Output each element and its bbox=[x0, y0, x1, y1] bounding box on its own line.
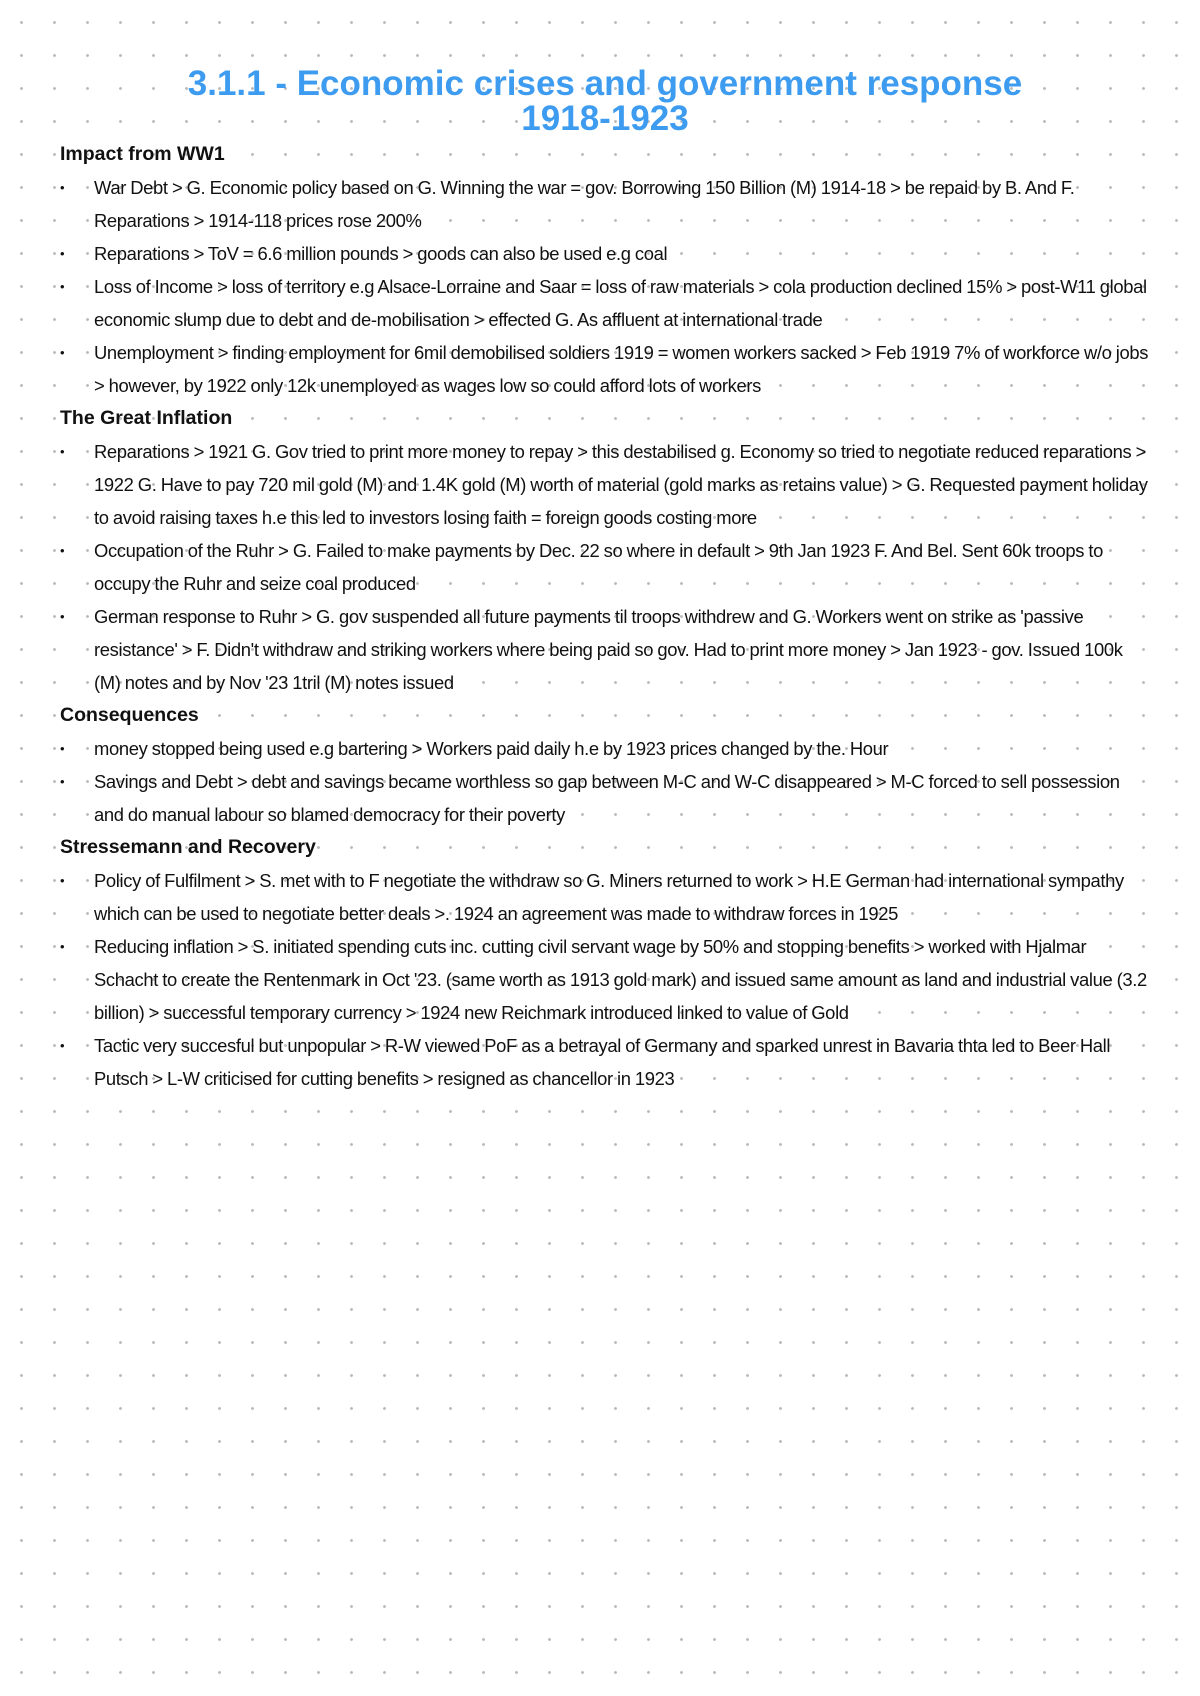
section-heading: Consequences bbox=[60, 704, 199, 726]
section-heading: Impact from WW1 bbox=[60, 143, 225, 165]
page-title bbox=[60, 66, 1150, 136]
section-impact-from-ww1 bbox=[60, 138, 1150, 402]
list-item: • Reparations > 1921 G. Gov tried to print more money to repay > this destabilised g. Economy so tried to negotiate reduced reparations > 1922 G. Have to pay 720 mil gold (M) and 1.4K gold (M) worth of material (gold marks as retains value) > G. Requested payment holiday to avoid raising taxes h.e this led to investors losing faith = foreign goods costing more bbox=[60, 435, 1150, 534]
bullet-list bbox=[60, 435, 1150, 699]
list-item: • Tactic very succesful but unpopular > R-W viewed PoF as a betrayal of Germany and sparked unrest in Bavaria thta led to Beer Hall Putsch > L-W criticised for cutting benefits > resigned as chancellor in 1923 bbox=[60, 1029, 1150, 1095]
list-item: • money stopped being used e.g bartering > Workers paid daily h.e by 1923 prices changed by the. Hour bbox=[60, 732, 1150, 765]
page-title-line1: 3.1.1 - Economic crises and government response bbox=[187, 64, 1023, 103]
list-item: • German response to Ruhr > G. gov suspended all future payments til troops withdrew and G. Workers went on strike as 'passive resistance' > F. Didn't withdraw and striking workers where being paid so gov. Had to print more money > Jan 1923 - gov. Issued 100k (M) notes and by Nov '23 1tril (M) notes issued bbox=[60, 600, 1150, 699]
list-item: • Unemployment > finding employment for 6mil demobilised soldiers 1919 = women workers sacked > Feb 1919 7% of workforce w/o jobs > however, by 1922 only 12k unemployed as wages low so could afford lots of workers bbox=[60, 336, 1150, 402]
list-item: • Occupation of the Ruhr > G. Failed to make payments by Dec. 22 so where in default > 9th Jan 1923 F. And Bel. Sent 60k troops to occupy the Ruhr and seize coal produced bbox=[60, 534, 1150, 600]
bullet-list bbox=[60, 171, 1150, 402]
list-item: • Reparations > ToV = 6.6 million pounds > goods can also be used e.g coal bbox=[60, 237, 1150, 270]
bullet-list bbox=[60, 732, 1150, 831]
bullet-list bbox=[60, 864, 1150, 1095]
list-item: • Savings and Debt > debt and savings became worthless so gap between M-C and W-C disappeared > M-C forced to sell possession and do manual labour so blamed democracy for their poverty bbox=[60, 765, 1150, 831]
section-heading: Stressemann and Recovery bbox=[60, 836, 316, 858]
section-heading: The Great Inflation bbox=[60, 407, 233, 429]
section-consequences bbox=[60, 699, 1150, 831]
page-title-line2: 1918-1923 bbox=[521, 99, 689, 138]
list-item: • Loss of Income > loss of territory e.g Alsace-Lorraine and Saar = loss of raw materials > cola production declined 15% > post-W11 global economic slump due to debt and de-mobilisation > effected G. As affluent at international trade bbox=[60, 270, 1150, 336]
document-page bbox=[60, 66, 1150, 1095]
list-item: • Reducing inflation > S. initiated spending cuts inc. cutting civil servant wage by 50% and stopping benefits > worked with Hjalmar Schacht to create the Rentenmark in Oct '23. (same worth as 1913 gold mark) and issued same amount as land and industrial value (3.2 billion) > successful temporary currency > 1924 new Reichmark introduced linked to value of Gold bbox=[60, 930, 1150, 1029]
section-great-inflation bbox=[60, 402, 1150, 699]
list-item: • Policy of Fulfilment > S. met with to F negotiate the withdraw so G. Miners returned to work > H.E German had international sympathy which can be used to negotiate better deals >. 1924 an agreement was made to withdraw forces in 1925 bbox=[60, 864, 1150, 930]
list-item: • War Debt > G. Economic policy based on G. Winning the war = gov. Borrowing 150 Billion (M) 1914-18 > be repaid by B. And F. Reparations > 1914-118 prices rose 200% bbox=[60, 171, 1150, 237]
section-stressemann-and-recovery bbox=[60, 831, 1150, 1095]
